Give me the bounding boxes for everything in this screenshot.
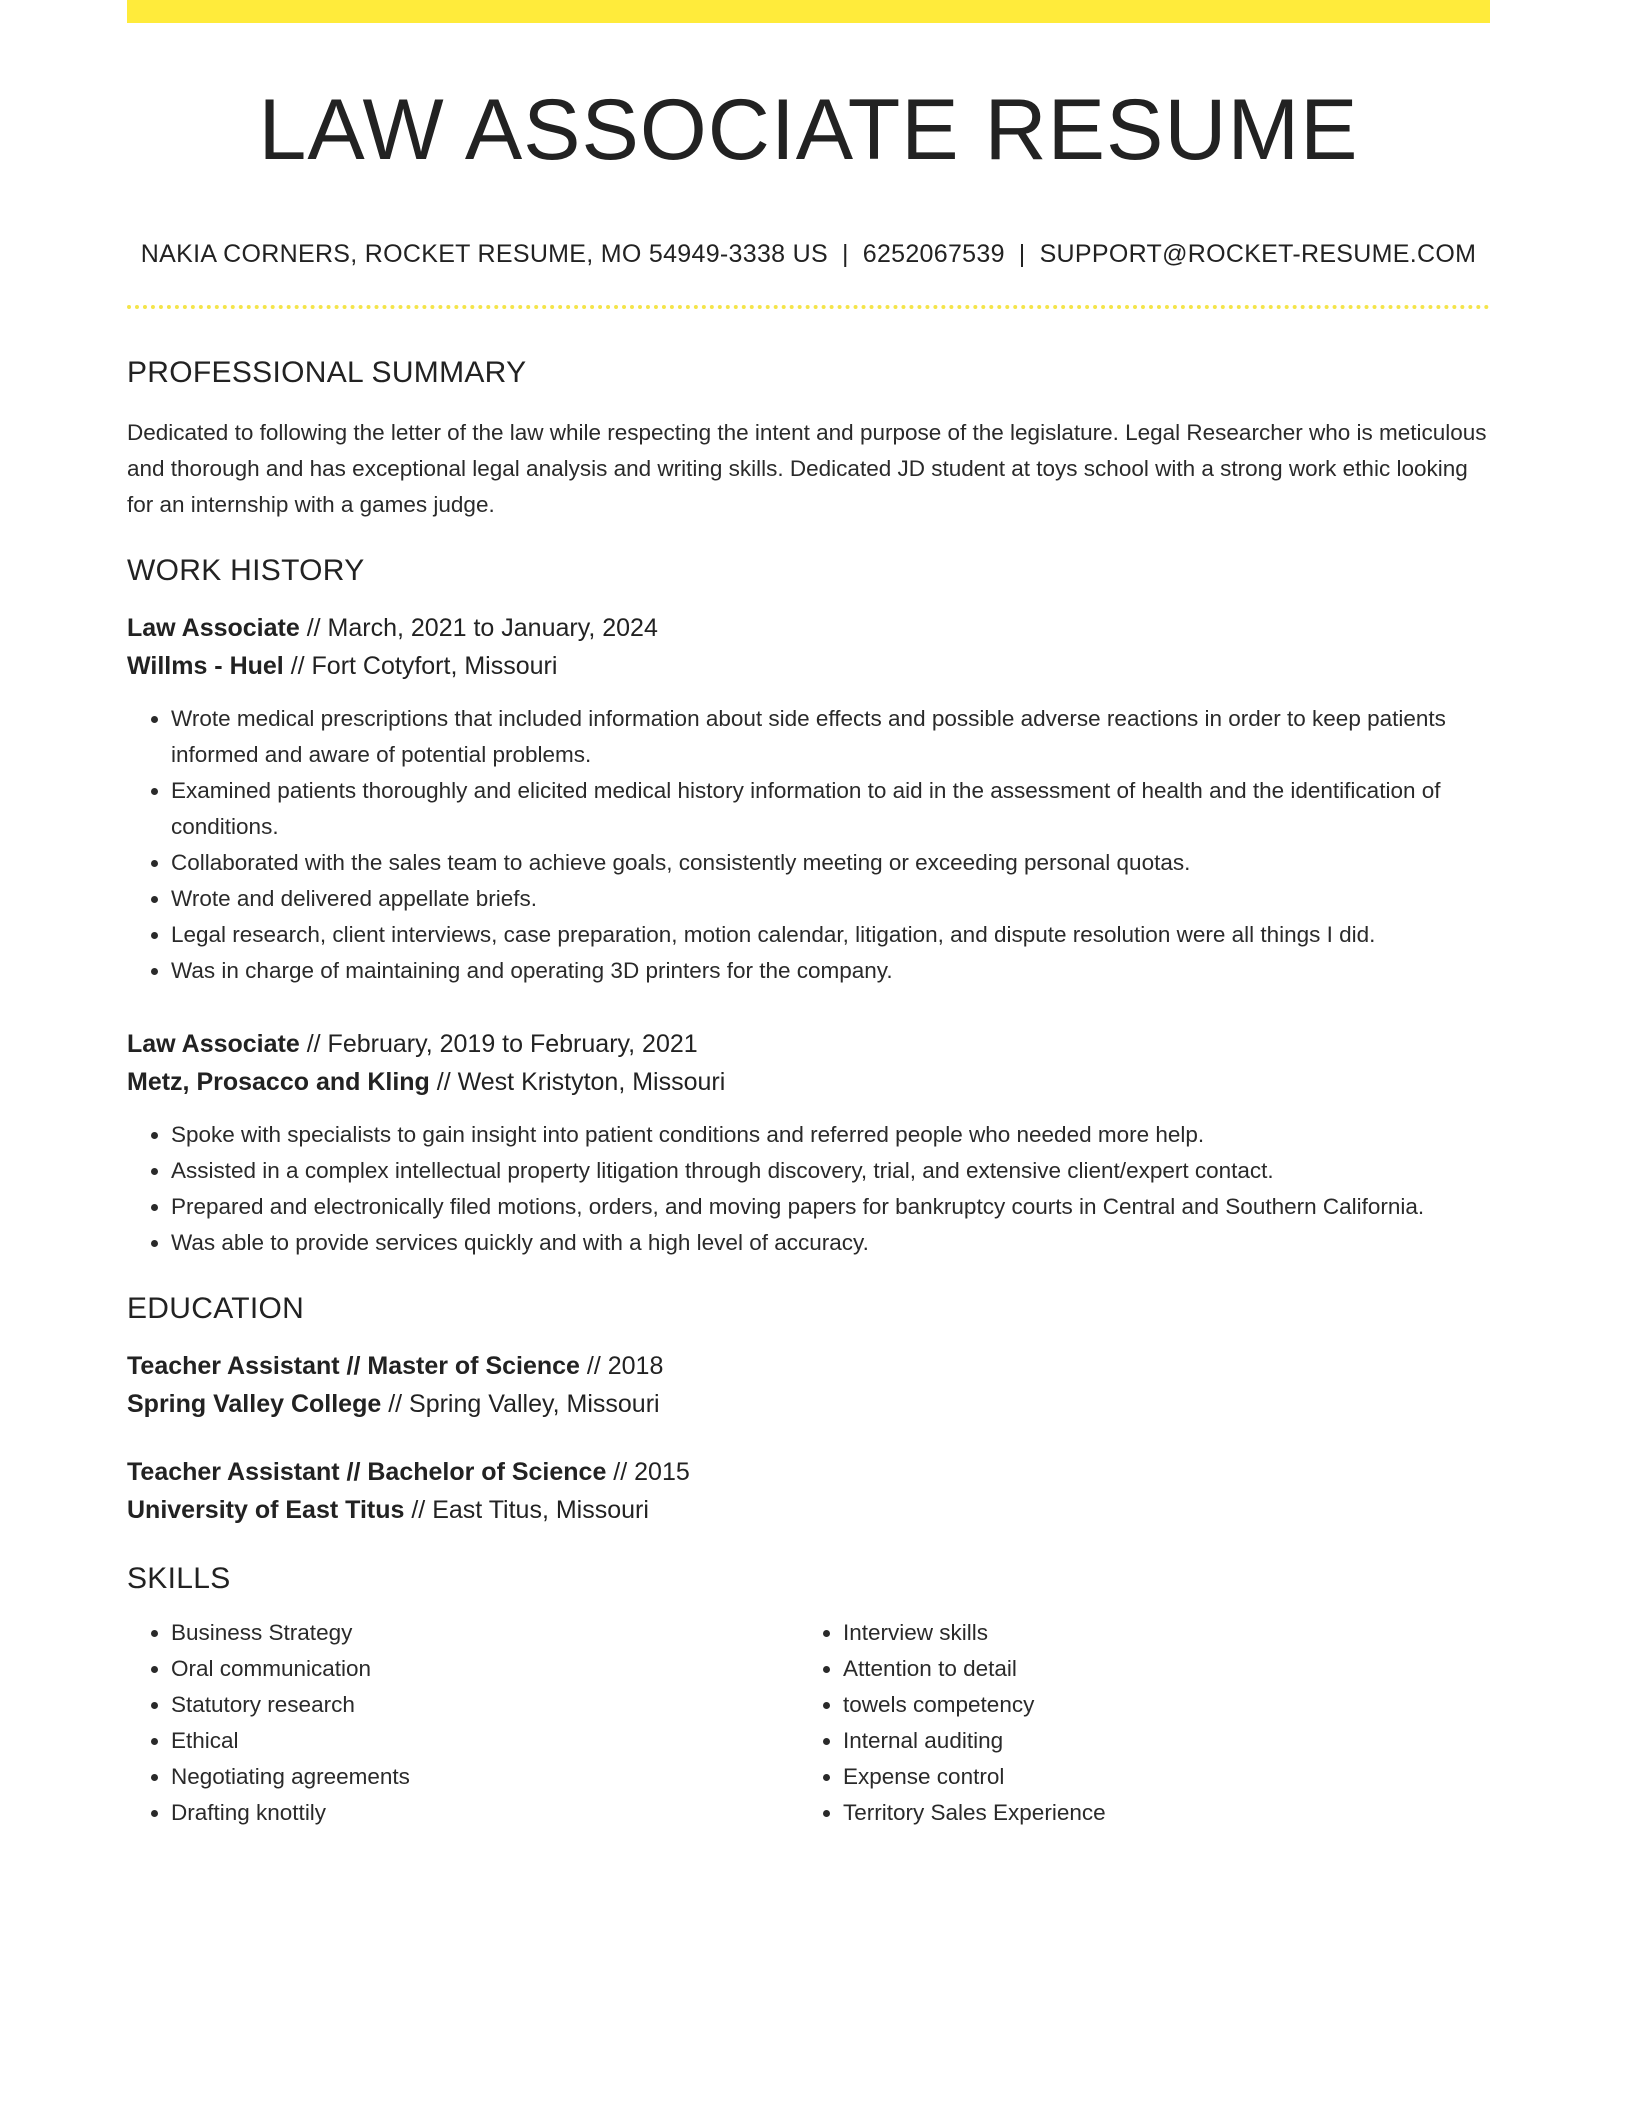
job-location: // West Kristyton, Missouri bbox=[429, 1067, 726, 1096]
edu-location: // East Titus, Missouri bbox=[404, 1495, 649, 1524]
contact-separator: | bbox=[841, 239, 849, 268]
job-employer: Willms - Huel bbox=[127, 651, 284, 680]
skills-column-right bbox=[799, 1615, 1471, 1831]
edu-school-line bbox=[127, 1491, 1490, 1529]
list-item: • Was in charge of maintaining and operating 3D printers for the company. bbox=[171, 953, 1490, 989]
contact-line bbox=[127, 240, 1490, 269]
job-title: Law Associate bbox=[127, 613, 300, 642]
edu-location: // Spring Valley, Missouri bbox=[381, 1389, 660, 1418]
education-entry bbox=[127, 1453, 1490, 1529]
skill-item: • Ethical bbox=[171, 1723, 799, 1759]
contact-phone: 6252067539 bbox=[862, 239, 1005, 268]
edu-degree: Teacher Assistant // Master of Science bbox=[127, 1351, 580, 1380]
list-item: • Spoke with specialists to gain insight into patient conditions and referred people who needed more help. bbox=[171, 1117, 1490, 1153]
list-item: • Wrote and delivered appellate briefs. bbox=[171, 881, 1490, 917]
job-title: Law Associate bbox=[127, 1029, 300, 1058]
edu-year: // 2018 bbox=[579, 1351, 664, 1380]
section-heading-education: EDUCATION bbox=[127, 1291, 305, 1325]
skill-item: • Negotiating agreements bbox=[171, 1759, 799, 1795]
job-dates: // February, 2019 to February, 2021 bbox=[299, 1029, 698, 1058]
dotted-divider bbox=[127, 305, 1490, 309]
skill-item: • Business Strategy bbox=[171, 1615, 799, 1651]
summary-text: Dedicated to following the letter of the law while respecting the intent and purpose of the legislature. Legal Researcher who is meticulous and thorough and has exceptional legal analysis and writing skills. Dedicated JD student at toys school with a strong work ethic looking for an internship with a games judge. bbox=[127, 419, 1487, 517]
contact-separator: | bbox=[1018, 239, 1026, 268]
resume-title: LAW ASSOCIATE RESUME bbox=[258, 82, 1359, 178]
skill-item: • Territory Sales Experience bbox=[843, 1795, 1471, 1831]
edu-degree-line bbox=[127, 1347, 1490, 1385]
section-heading-skills: SKILLS bbox=[127, 1561, 231, 1595]
list-item: • Legal research, client interviews, case preparation, motion calendar, litigation, and dispute resolution were all things I did. bbox=[171, 917, 1490, 953]
section-heading-summary: PROFESSIONAL SUMMARY bbox=[127, 355, 527, 389]
edu-year: // 2015 bbox=[606, 1457, 690, 1486]
list-item: • Examined patients thoroughly and elicited medical history information to aid in the assessment of health and the identification of conditions. bbox=[171, 773, 1490, 845]
list-item: • Was able to provide services quickly and with a high level of accuracy. bbox=[171, 1225, 1490, 1261]
job-entry bbox=[127, 609, 1490, 989]
edu-school: Spring Valley College bbox=[127, 1389, 382, 1418]
education-entry bbox=[127, 1347, 1490, 1423]
list-item: • Collaborated with the sales team to achieve goals, consistently meeting or exceeding personal quotas. bbox=[171, 845, 1490, 881]
job-employer-line bbox=[127, 1063, 1490, 1101]
edu-degree-line bbox=[127, 1453, 1490, 1491]
job-title-line bbox=[127, 1025, 1490, 1063]
skill-item: • Internal auditing bbox=[843, 1723, 1471, 1759]
edu-degree: Teacher Assistant // Bachelor of Science bbox=[127, 1457, 607, 1486]
job-bullets bbox=[127, 701, 1490, 989]
job-location: // Fort Cotyfort, Missouri bbox=[283, 651, 558, 680]
skill-item: • Expense control bbox=[843, 1759, 1471, 1795]
list-item: • Prepared and electronically filed motions, orders, and moving papers for bankruptcy courts in Central and Southern California. bbox=[171, 1189, 1490, 1225]
skill-item: • Oral communication bbox=[171, 1651, 799, 1687]
skill-item: • Interview skills bbox=[843, 1615, 1471, 1651]
skill-item: • towels competency bbox=[843, 1687, 1471, 1723]
edu-school: University of East Titus bbox=[127, 1495, 405, 1524]
list-item: • Assisted in a complex intellectual property litigation through discovery, trial, and extensive client/expert contact. bbox=[171, 1153, 1490, 1189]
job-employer-line bbox=[127, 647, 1490, 685]
job-title-line bbox=[127, 609, 1490, 647]
job-entry bbox=[127, 1025, 1490, 1261]
job-employer: Metz, Prosacco and Kling bbox=[127, 1067, 430, 1096]
skills-grid bbox=[127, 1615, 1490, 1831]
contact-email: SUPPORT@ROCKET-RESUME.COM bbox=[1039, 239, 1477, 268]
accent-top-bar bbox=[127, 0, 1490, 23]
job-bullets bbox=[127, 1117, 1490, 1261]
resume-page bbox=[127, 0, 1490, 1831]
skill-item: • Statutory research bbox=[171, 1687, 799, 1723]
skills-column-left bbox=[127, 1615, 799, 1831]
list-item: • Wrote medical prescriptions that included information about side effects and possible adverse reactions in order to keep patients informed and aware of potential problems. bbox=[171, 701, 1490, 773]
section-heading-work-history: WORK HISTORY bbox=[127, 553, 365, 587]
contact-address: NAKIA CORNERS, ROCKET RESUME, MO 54949-3338 US bbox=[140, 239, 828, 268]
skill-item: • Attention to detail bbox=[843, 1651, 1471, 1687]
edu-school-line bbox=[127, 1385, 1490, 1423]
job-dates: // March, 2021 to January, 2024 bbox=[299, 613, 658, 642]
skill-item: • Drafting knottily bbox=[171, 1795, 799, 1831]
